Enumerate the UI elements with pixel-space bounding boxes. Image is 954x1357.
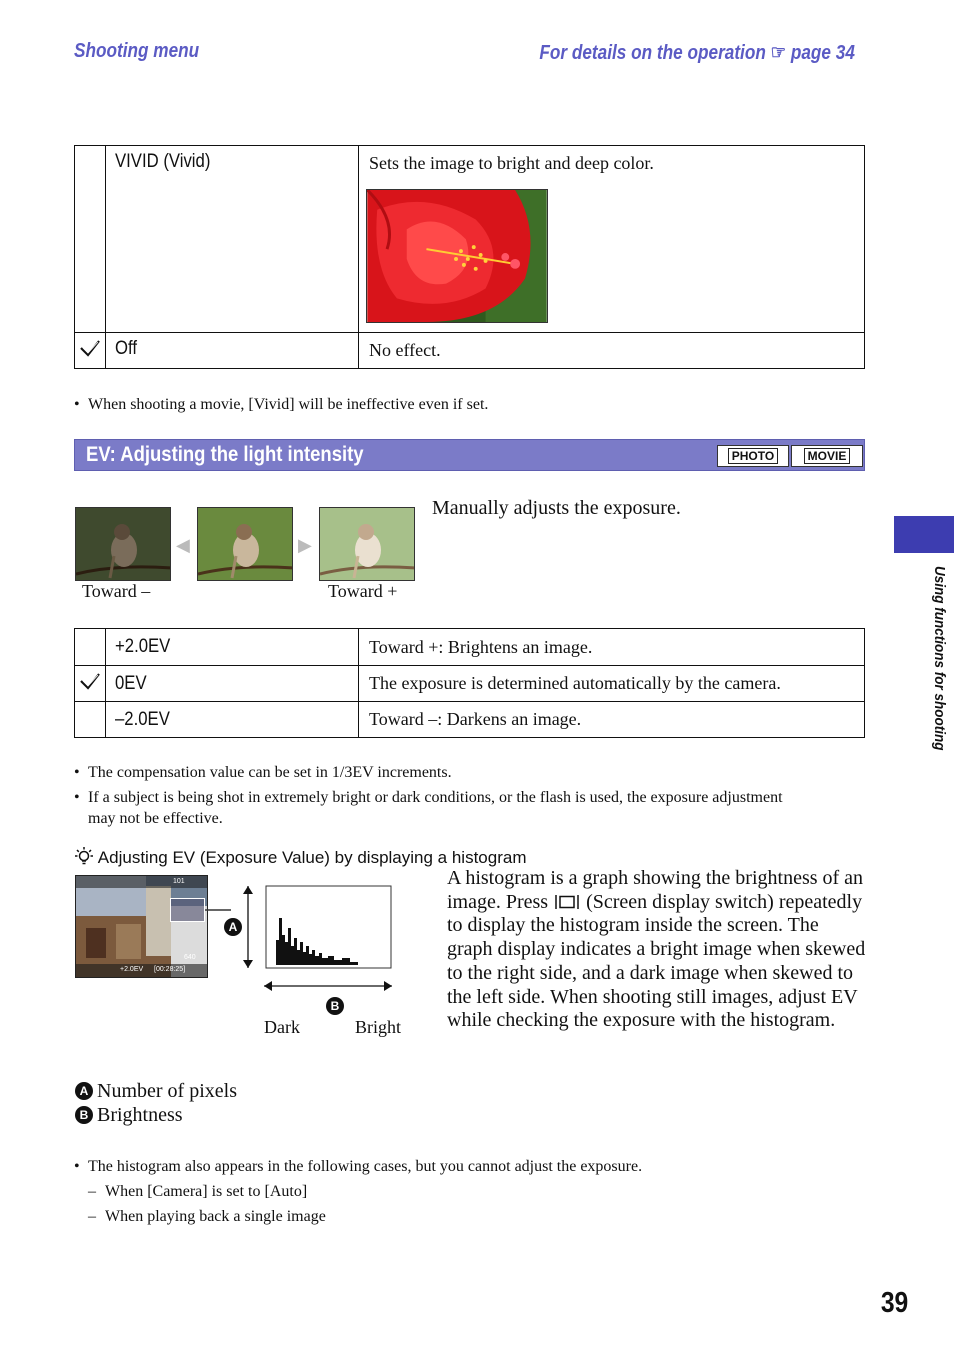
table-row [75,702,865,738]
check-cell [75,333,106,369]
sub-note-item: – When [Camera] is set to [Auto] [88,1183,308,1200]
check-cell [75,666,106,702]
check-cell [75,702,106,738]
lcd-num: 101 [173,878,185,885]
bird-thumb-normal [197,507,293,581]
bright-label: Bright [355,1017,402,1037]
option-desc: No effect. [359,333,865,369]
photo-badge: PHOTO [717,445,789,467]
side-label: Using functions for shooting [931,566,948,751]
ev-table [74,628,865,738]
option-name: Off [106,333,359,369]
screen-display-switch-icon [554,894,580,910]
option-name: VIVID (Vivid) [106,146,359,333]
section-title: Shooting menu [74,40,200,62]
note-item: • The histogram also appears in the following cases, but you cannot adjust the exposure. [74,1158,643,1175]
tip-bulb-icon [74,846,94,866]
option-name: +2.0EV [106,629,359,666]
dark-label: Dark [264,1017,300,1037]
note-item: • If a subject is being shot in extremely bright or dark conditions, or the flash is used, the exposure adjustment may not be effective. [74,789,783,827]
movie-badge: MOVIE [791,445,863,467]
legend-a-icon: A [75,1082,93,1100]
option-desc: Toward –: Darkens an image. [359,702,865,738]
caption-minus: Toward – [82,581,151,601]
caption-plus: Toward + [328,581,398,601]
option-desc: The exposure is determined automatically by the camera. [359,666,865,702]
lcd-size: 640 [184,954,196,961]
vivid-flower-image [366,189,548,323]
reference-icon: ☞ [770,42,787,64]
lcd-counter: [00:28:25] [154,966,186,973]
histogram-diagram [224,880,399,992]
arrow-right-icon: ▶ [298,535,312,555]
details-page[interactable]: page 34 [790,42,855,64]
side-tab[interactable] [894,516,954,553]
option-name: –2.0EV [106,702,359,738]
legend-b-icon: B [75,1106,93,1124]
lcd-screenshot [75,875,208,978]
ev-section-bar [74,439,865,471]
details-reference [539,40,855,65]
default-check-icon [79,671,101,691]
lcd-ev: +2.0EV [120,966,144,973]
check-cell [75,146,106,333]
ev-intro: Manually adjusts the exposure. [432,497,681,519]
table-row [75,666,865,702]
option-name: 0EV [106,666,359,702]
histogram-description: A histogram is a graph showing the brightness of an image. Press (Screen display switch) repeatedly to display the histogram inside the screen. The graph display indicates a bright image when skewed to the right side, and a dark image when skewed to the left side. When shooting still images, adjust EV while checking the exposure with the histogram. [447,867,866,1032]
bird-thumb-dark [75,507,171,581]
details-prefix: For details on the operation [539,42,766,64]
sub-note-item: – When playing back a single image [88,1208,326,1225]
vivid-table [74,145,865,369]
note-item: • The compensation value can be set in 1/3EV increments. [74,764,452,781]
legend-a: A Number of pixels [75,1080,237,1103]
default-check-icon [79,338,101,358]
bird-thumb-bright [319,507,415,581]
option-desc: Toward +: Brightens an image. [359,629,865,666]
ev-section-title: EV: Adjusting the light intensity [86,443,364,466]
table-row [75,333,865,369]
arrow-left-icon: ◀ [176,535,190,555]
note-item: • When shooting a movie, [Vivid] will be ineffective even if set. [74,396,489,413]
page-number: 39 [880,1287,908,1319]
legend-b: B Brightness [75,1104,183,1127]
check-cell [75,629,106,666]
option-desc: Sets the image to bright and deep color. [359,146,865,333]
table-row [75,629,865,666]
table-row [75,146,865,333]
label-b-icon: B [326,997,344,1015]
label-a-icon: A [224,918,242,936]
tip-heading: Adjusting EV (Exposure Value) by displaying a histogram [74,846,526,868]
lcd-histogram-box [170,898,205,922]
